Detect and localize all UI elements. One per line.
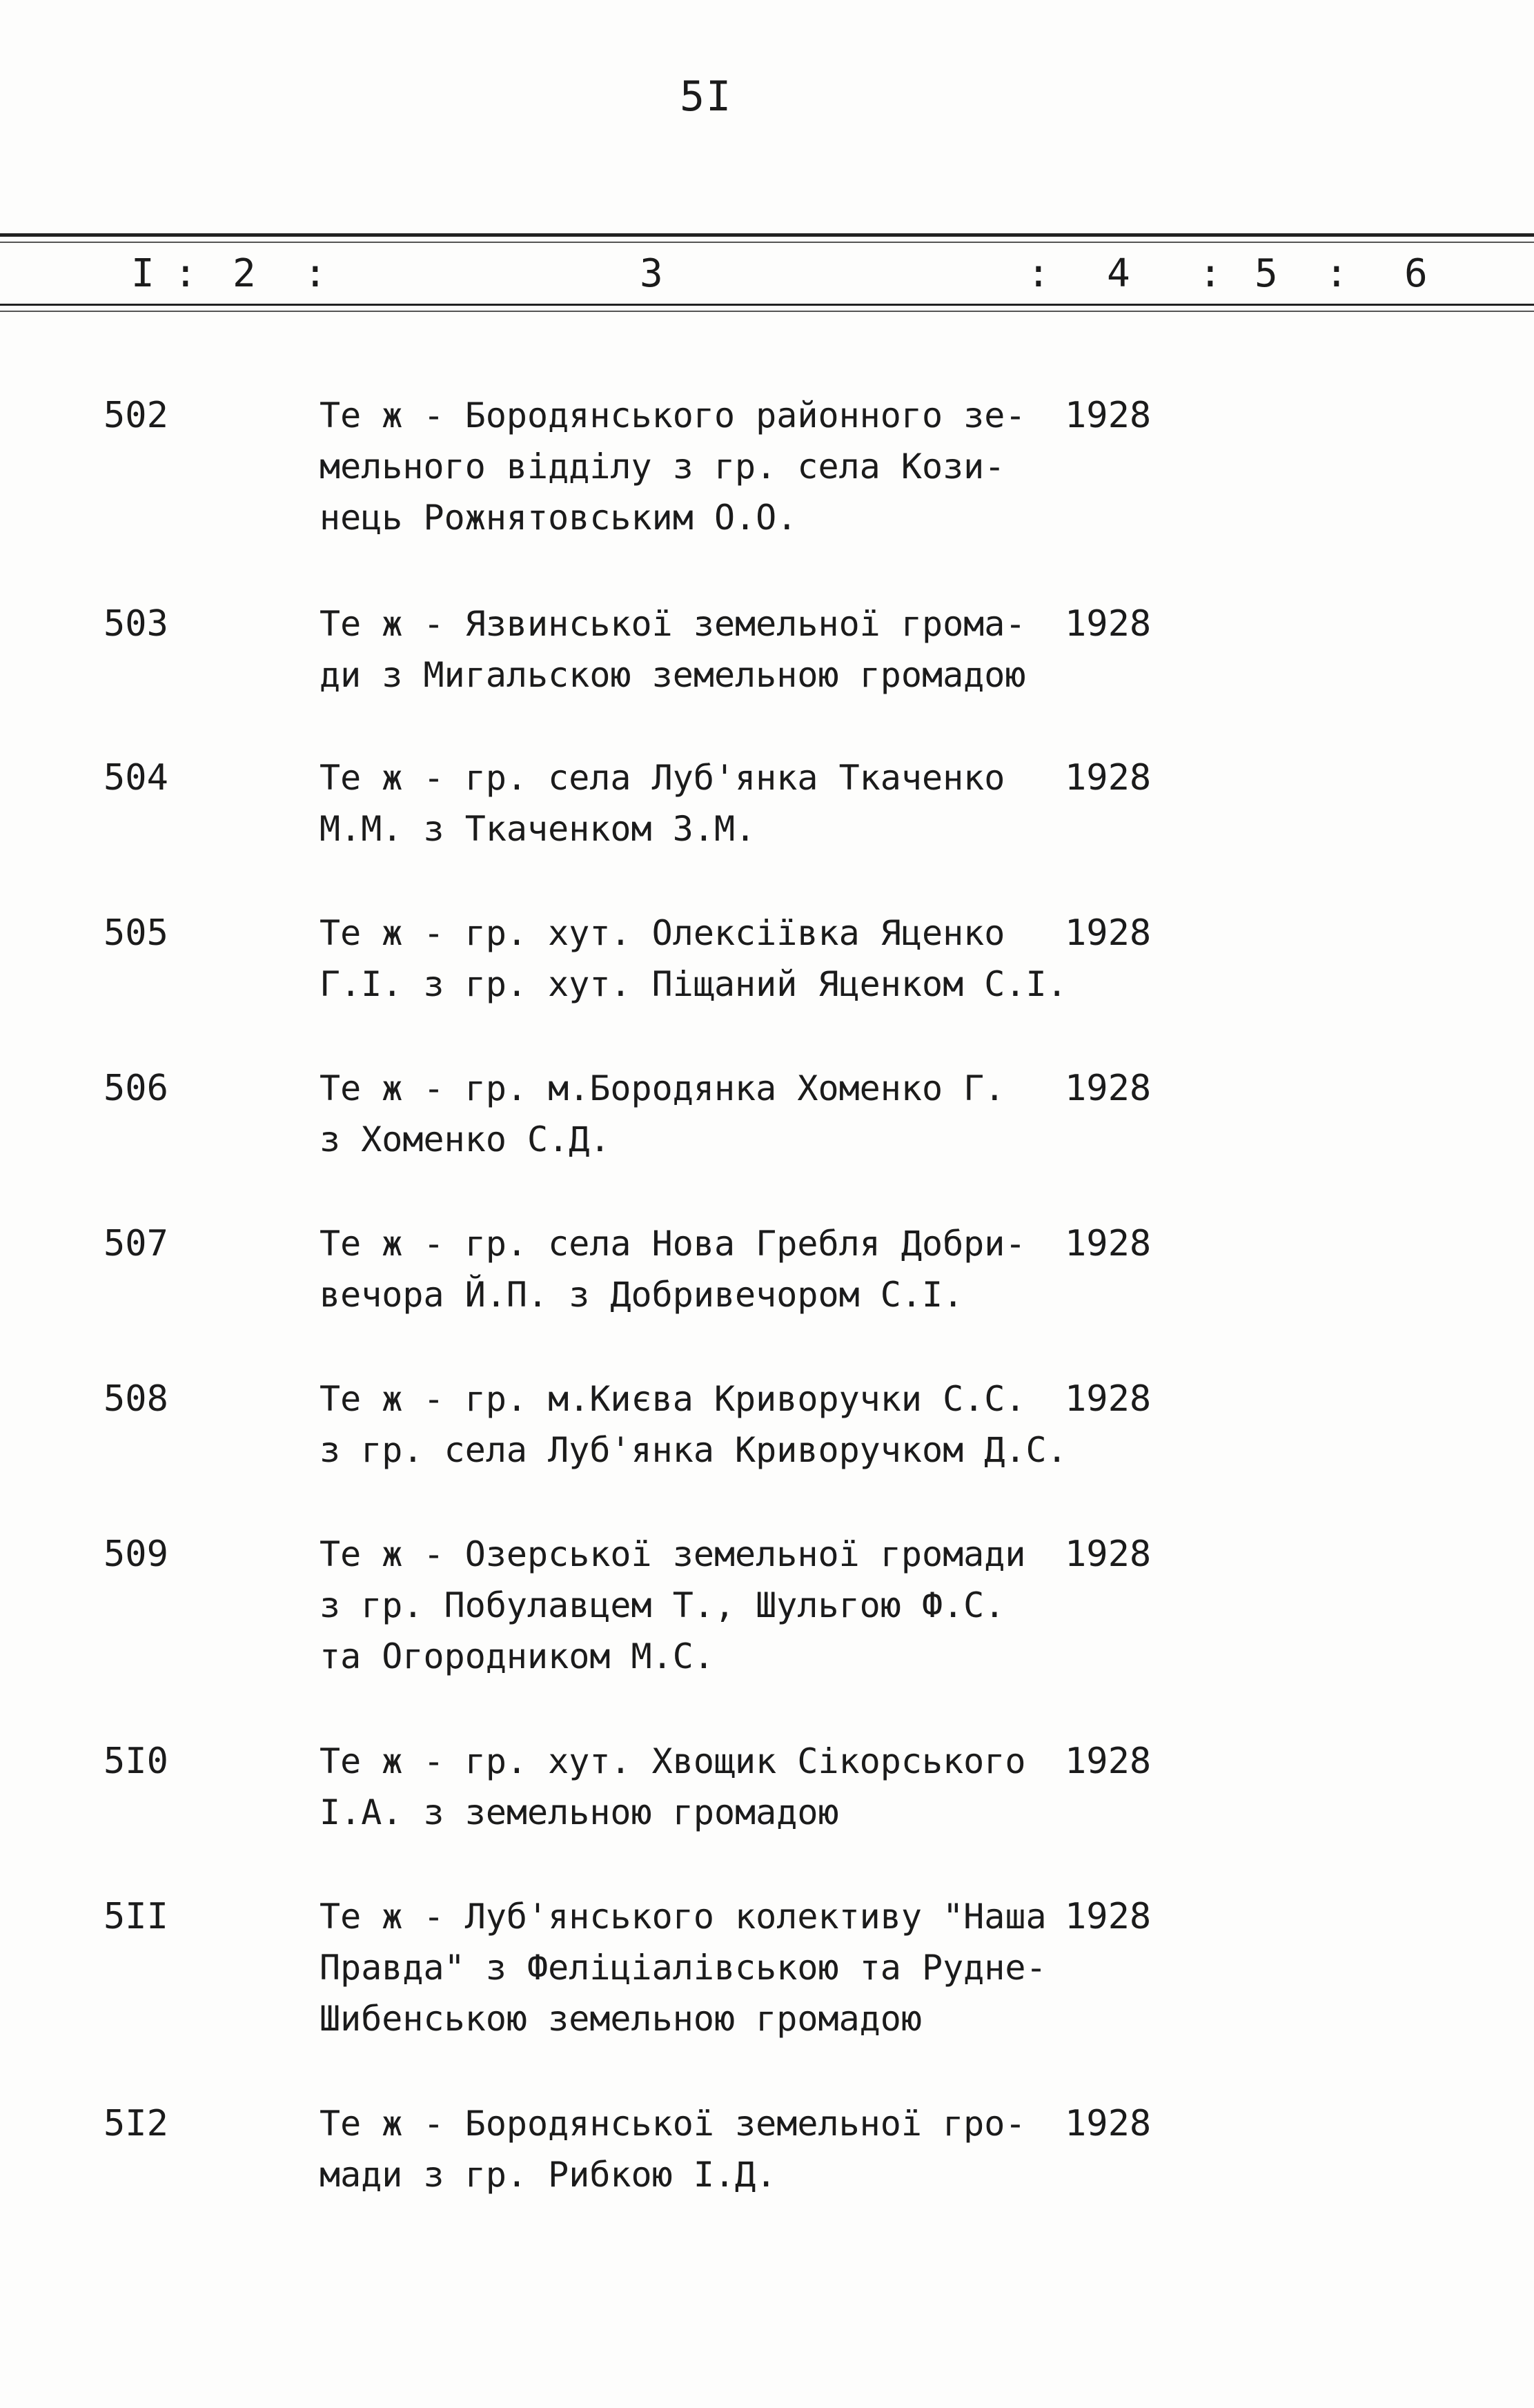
- entry-line: Те ж - Язвинської земельної грома-: [319, 604, 1026, 644]
- entry-description: [319, 752, 1065, 854]
- entry-line: Те ж - гр. села Нова Гребля Добри-: [319, 1224, 1026, 1264]
- entry-year: 1928: [1065, 912, 1152, 954]
- entry-line: Те ж - Бородянської земельної гро-: [319, 2104, 1026, 2144]
- column-separator: :: [304, 251, 327, 296]
- column-header-1: I: [131, 251, 155, 296]
- header-rule-bottom-thin: [0, 311, 1534, 312]
- entry-number: 509: [104, 1534, 168, 1575]
- entry-number: 5I2: [104, 2103, 168, 2144]
- column-header-5: 5: [1255, 251, 1278, 296]
- entry-line: та Огородником М.С.: [319, 1636, 714, 1676]
- entry-year: 1928: [1065, 1741, 1152, 1782]
- entry-line: Правда" з Феліціалівською та Рудне-: [319, 1948, 1047, 1988]
- entry-year: 1928: [1065, 395, 1152, 436]
- page-number: 5I: [680, 72, 733, 121]
- entry-number: 502: [104, 395, 168, 436]
- header-rule-top-thin: [0, 242, 1534, 243]
- entry-line: Г.І. з гр. хут. Піщаний Яценком С.І.: [319, 964, 1068, 1004]
- entry-line: М.М. з Ткаченком З.М.: [319, 809, 756, 849]
- entry-line: вечора Й.П. з Добривечором С.І.: [319, 1275, 964, 1315]
- entry-line: Те ж - Луб'янського колективу "Наша: [319, 1897, 1047, 1937]
- entry-line: Те ж - гр. м.Бородянка Хоменко Г.: [319, 1068, 1005, 1108]
- entry-line: Те ж - Озерської земельної громади: [319, 1534, 1026, 1574]
- entry-year: 1928: [1065, 2103, 1152, 2144]
- entry-description: [319, 908, 1068, 1010]
- entry-line: Те ж - Бородянського районного зе-: [319, 395, 1026, 435]
- entry-description: [319, 1891, 1065, 2044]
- entry-year: 1928: [1065, 1068, 1152, 1109]
- entry-number: 504: [104, 757, 168, 799]
- entry-line: ди з Мигальскою земельною громадою: [319, 655, 1026, 695]
- column-header-2: 2: [233, 251, 256, 296]
- entry-description: [319, 1373, 1068, 1476]
- entry-description: [319, 1736, 1065, 1838]
- entry-description: [319, 2098, 1065, 2200]
- entry-number: 503: [104, 603, 168, 645]
- entry-line: Те ж - гр. м.Києва Криворучки С.С.: [319, 1379, 1026, 1419]
- entry-description: [319, 1218, 1065, 1320]
- column-header-3: 3: [640, 251, 663, 296]
- entry-year: 1928: [1065, 1534, 1152, 1575]
- entry-number: 507: [104, 1223, 168, 1264]
- entry-line: мади з гр. Рибкою І.Д.: [319, 2155, 777, 2195]
- entry-line: мельного відділу з гр. села Кози-: [319, 447, 1005, 487]
- entry-line: Те ж - гр. хут. Хвощик Сікорського: [319, 1741, 1026, 1781]
- entry-year: 1928: [1065, 757, 1152, 799]
- entry-number: 508: [104, 1378, 168, 1420]
- entry-line: нець Рожнятовським О.О.: [319, 498, 798, 538]
- entry-description: [319, 1529, 1065, 1682]
- column-separator: :: [174, 251, 197, 296]
- column-separator: :: [1325, 251, 1348, 296]
- entry-line: Те ж - гр. села Луб'янка Ткаченко: [319, 758, 1005, 798]
- entry-description: [319, 598, 1065, 701]
- column-separator: :: [1027, 251, 1050, 296]
- entry-line: з гр. Побулавцем Т., Шульгою Ф.С.: [319, 1585, 1005, 1625]
- entry-number: 5I0: [104, 1741, 168, 1782]
- entry-line: І.А. з земельною громадою: [319, 1792, 839, 1832]
- entry-line: Шибенською земельною громадою: [319, 1999, 922, 2039]
- entry-line: Те ж - гр. хут. Олексіївка Яценко: [319, 913, 1005, 953]
- column-header-4: 4: [1107, 251, 1130, 296]
- header-rule-top: [0, 233, 1534, 237]
- entry-line: з Хоменко С.Д.: [319, 1119, 611, 1159]
- entry-year: 1928: [1065, 1223, 1152, 1264]
- entry-year: 1928: [1065, 1378, 1152, 1420]
- entry-number: 506: [104, 1068, 168, 1109]
- entry-number: 5II: [104, 1896, 168, 1937]
- column-header-6: 6: [1404, 251, 1428, 296]
- entry-description: [319, 390, 1065, 543]
- column-separator: :: [1199, 251, 1222, 296]
- entry-line: з гр. села Луб'янка Криворучком Д.С.: [319, 1430, 1068, 1470]
- entry-year: 1928: [1065, 603, 1152, 645]
- header-rule-bottom: [0, 304, 1534, 306]
- entry-description: [319, 1063, 1065, 1165]
- entry-year: 1928: [1065, 1896, 1152, 1937]
- entry-number: 505: [104, 912, 168, 954]
